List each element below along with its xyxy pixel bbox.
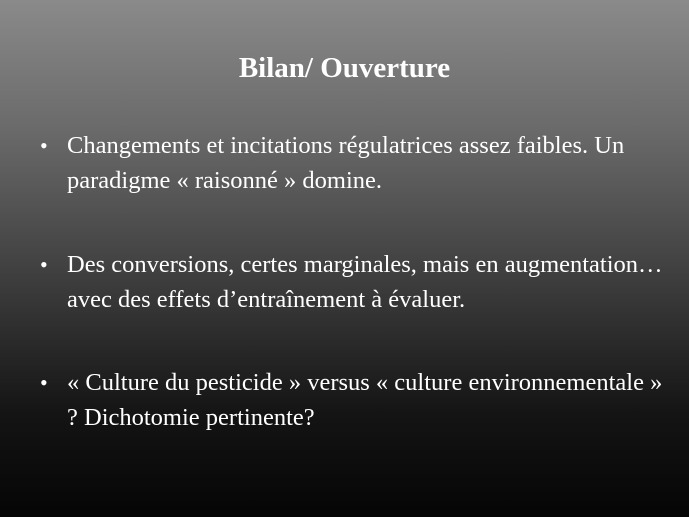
bullet-text: Des conversions, certes marginales, mais en augmentation… avec des effets d’entraînement à évaluer.	[67, 251, 663, 313]
bullet-text: Changements et incitations régulatrices assez faibles. Un paradigme « raisonné » domine.	[67, 132, 625, 194]
bullet-item	[40, 128, 665, 198]
bullet-text: « Culture du pesticide » versus « culture environnementale » ? Dichotomie pertinente?	[67, 369, 663, 431]
bullet-list	[40, 128, 665, 435]
slide-title: Bilan/ Ouverture	[238, 52, 451, 84]
bullet-point-icon: •	[40, 133, 48, 158]
bullet-point-icon: •	[40, 252, 48, 277]
bullet-point-icon: •	[40, 370, 48, 395]
bullet-item	[40, 365, 665, 435]
bullet-item	[40, 247, 665, 317]
